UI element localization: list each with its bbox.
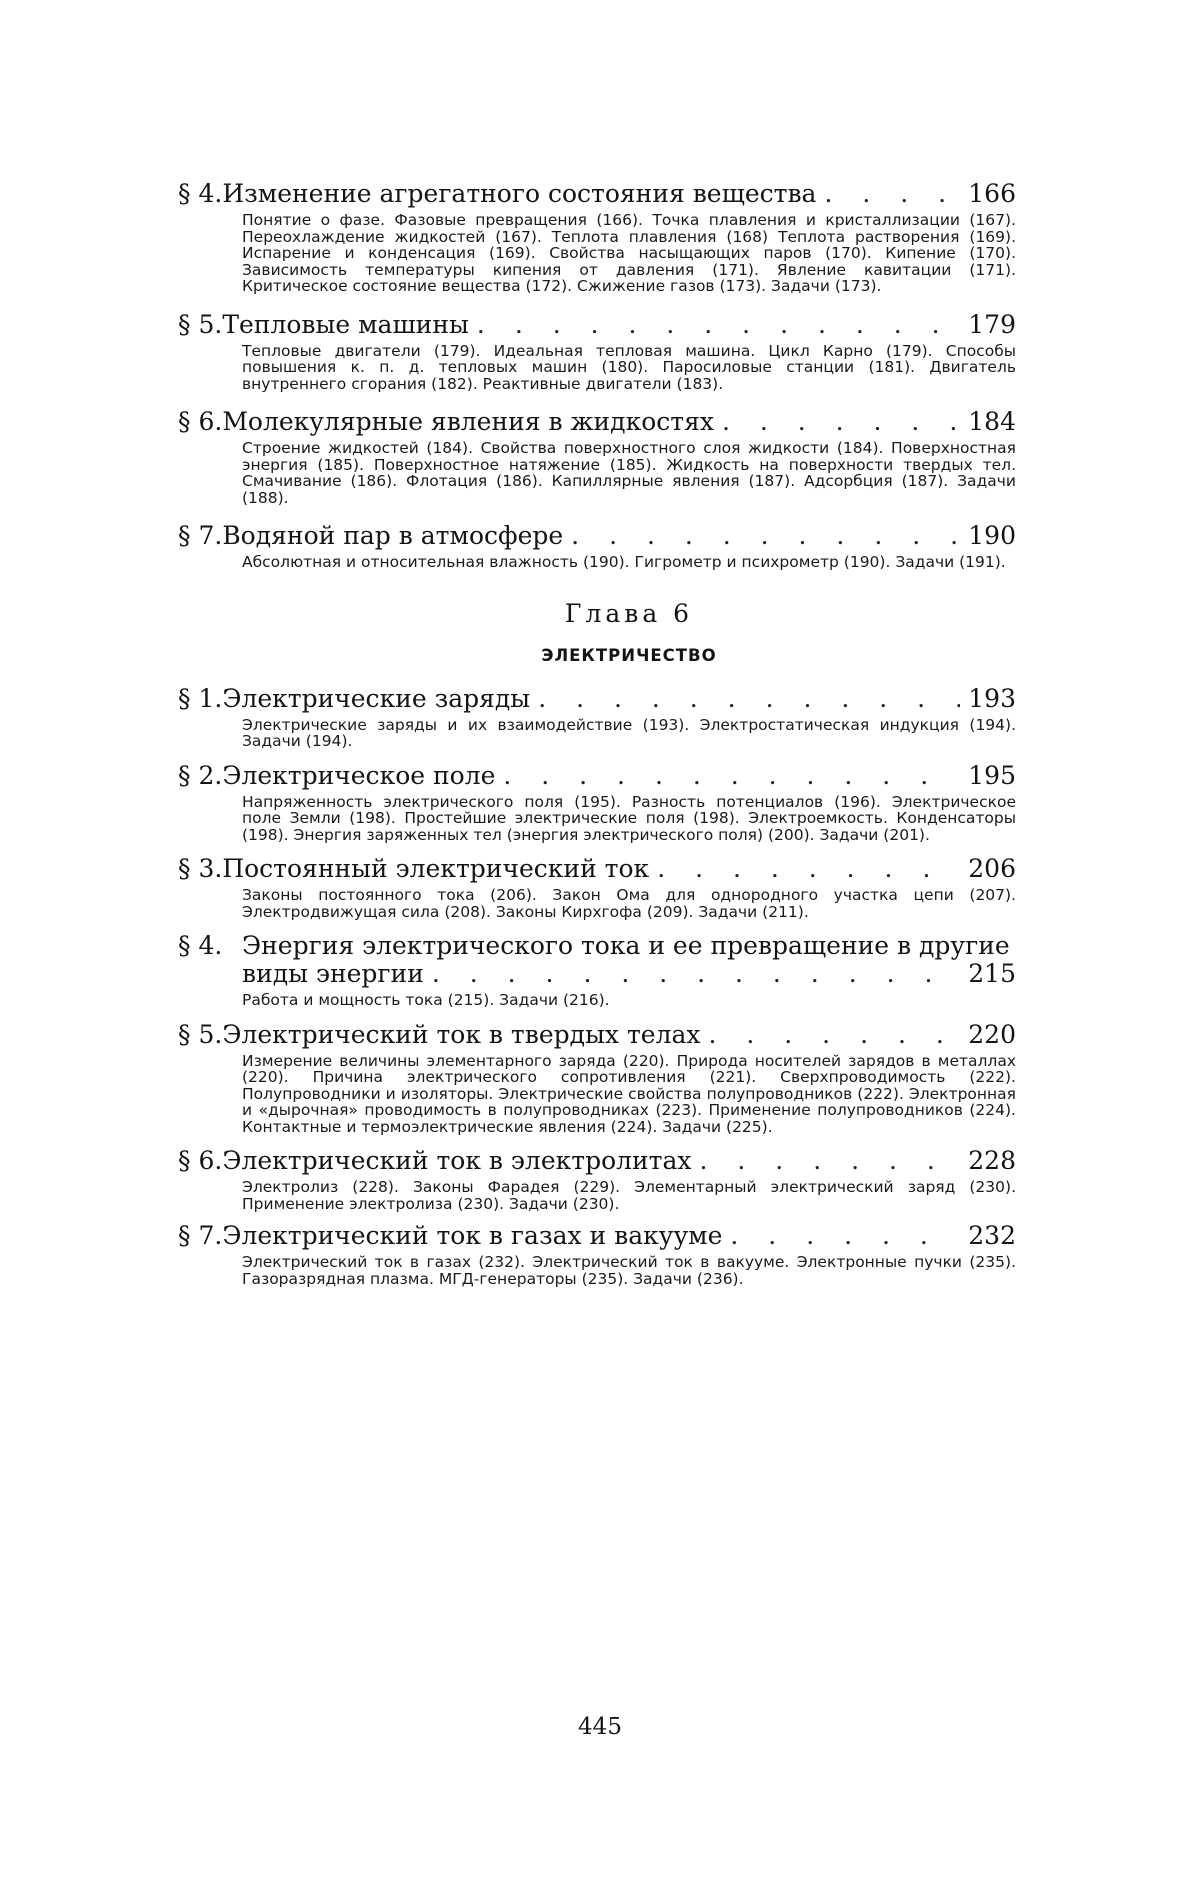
- section-heading: [178, 408, 1016, 436]
- section-title: Электрические заряды: [222, 683, 531, 713]
- section-number: § 3.: [178, 854, 223, 883]
- section-title: Энергия электрического тока и ее превращение в другие: [242, 931, 1010, 960]
- section-page: 232: [968, 1221, 1016, 1250]
- section-description: Электролиз (228). Законы Фарадея (229). Элементарный электрический заряд (230). Применение электролиза (230). Задачи (230).: [242, 1178, 1016, 1213]
- dot-leader: [477, 311, 960, 339]
- section-description: Строение жидкостей (184). Свойства поверхностного слоя жидкости (184). Поверхностная энергия (185). Поверхностное натяжение (185). Жидкость на поверхности твердых тел. Смачивание (186). Флотация (186). Капиллярные явления (187). Адсорбция (187). Задачи (188).: [242, 439, 1016, 507]
- toc-section: [178, 180, 1016, 295]
- section-page: 206: [968, 854, 1016, 883]
- section-title: Молекулярные явления в жидкостях: [222, 407, 714, 436]
- section-number: § 4.: [178, 179, 223, 208]
- page-number: 445: [578, 1714, 622, 1740]
- chapter-subtitle: ЭЛЕКТРИЧЕСТВО: [541, 645, 717, 665]
- dot-leader: [432, 960, 960, 988]
- section-description: Напряженность электрического поля (195). Разность потенциалов (196). Электрическое поле Земли (198). Простейшие электрические поля (198). Электроемкость. Конденсаторы (198). Энергия заряженных тел (энергия электрического поля) (200). Задачи (201).: [242, 792, 1016, 844]
- section-title: Электрический ток в электролитах: [222, 1146, 692, 1175]
- section-page: 193: [968, 683, 1016, 713]
- section-number: § 6.: [178, 1146, 223, 1175]
- section-heading: [178, 311, 1016, 339]
- section-heading: [178, 855, 1016, 883]
- dot-leader: [700, 1147, 961, 1175]
- section-number: § 5.: [178, 1019, 223, 1049]
- section-page: 179: [968, 309, 1016, 339]
- dot-leader: [722, 408, 960, 436]
- toc-section: [178, 685, 1016, 750]
- toc-section: [178, 1222, 1016, 1287]
- section-number: § 7.: [178, 1221, 223, 1250]
- section-page: 166: [968, 179, 1016, 208]
- section-description: Работа и мощность тока (215). Задачи (216).: [242, 991, 610, 1009]
- dot-leader: [503, 762, 960, 790]
- section-description: Электрические заряды и их взаимодействие (193). Электростатическая индукция (194). Задачи (194).: [242, 715, 1016, 750]
- section-description: Измерение величины элементарного заряда (220). Природа носителей зарядов в металлах (220). Причина электрического сопротивления (221). Сверхпроводимость (222). Полупроводники и изоляторы. Электрические свойства полупроводников (222). Электронная и «дырочная» проводимость в полупроводниках (223). Применение полупроводников (224). Контактные и термоэлектрические явления (224). Задачи (225).: [242, 1051, 1016, 1136]
- section-number: § 4.: [178, 931, 223, 960]
- table-of-contents: [178, 180, 1016, 1287]
- toc-section: [178, 762, 1016, 844]
- section-number: § 1.: [178, 683, 223, 713]
- section-heading: [178, 180, 1016, 208]
- toc-section: [178, 932, 1016, 1009]
- section-heading: [178, 522, 1016, 550]
- section-description: Тепловые двигатели (179). Идеальная тепловая машина. Цикл Карно (179). Способы повышения к. п. д. тепловых машин (180). Паросиловые станции (181). Двигатель внутреннего сгорания (182). Реактивные двигатели (183).: [242, 341, 1016, 393]
- section-title: Электрический ток в твердых телах: [222, 1019, 701, 1049]
- section-page: 228: [968, 1146, 1016, 1175]
- dot-leader: [571, 522, 960, 550]
- section-number: § 6.: [178, 407, 223, 436]
- section-description: Абсолютная и относительная влажность (190). Гигрометр и психрометр (190). Задачи (191).: [242, 553, 1006, 571]
- section-title: Электрический ток в газах и вакууме: [222, 1221, 723, 1250]
- section-number: § 7.: [178, 521, 223, 550]
- dot-leader: [538, 685, 960, 713]
- section-page: 220: [968, 1019, 1016, 1049]
- dot-leader: [824, 180, 960, 208]
- section-title: Тепловые машины: [222, 309, 469, 339]
- section-heading: [178, 1021, 1016, 1049]
- section-page: 184: [968, 407, 1016, 436]
- toc-section: [178, 522, 1016, 571]
- section-title: Изменение агрегатного состояния вещества: [222, 179, 817, 208]
- toc-section: [178, 408, 1016, 506]
- section-heading-continuation: [178, 960, 1016, 988]
- section-heading: [178, 1222, 1016, 1250]
- toc-section: [178, 855, 1016, 920]
- section-heading: [178, 1147, 1016, 1175]
- dot-leader: [709, 1021, 961, 1049]
- section-page: 195: [968, 760, 1016, 790]
- dot-leader: [730, 1222, 960, 1250]
- section-title-continuation: виды энергии: [242, 959, 424, 988]
- toc-section: [178, 1147, 1016, 1212]
- section-title: Водяной пар в атмосфере: [222, 521, 564, 550]
- section-description: Законы постоянного тока (206). Закон Ома для однородного участка цепи (207). Электродвижущая сила (208). Законы Кирхгофа (209). Задачи (211).: [242, 886, 1016, 921]
- section-page: 190: [968, 521, 1016, 550]
- toc-section: [178, 1021, 1016, 1136]
- toc-section: [178, 311, 1016, 393]
- section-heading: [178, 685, 1016, 713]
- section-page: 215: [968, 959, 1016, 988]
- section-heading: [178, 762, 1016, 790]
- section-number: § 5.: [178, 309, 223, 339]
- dot-leader: [657, 855, 960, 883]
- section-description: Электрический ток в газах (232). Электрический ток в вакууме. Электронные пучки (235). Газоразрядная плазма. МГД-генераторы (235). Задачи (236).: [242, 1253, 1016, 1288]
- chapter-title: Глава 6: [564, 598, 694, 628]
- section-heading: [178, 932, 1016, 960]
- section-number: § 2.: [178, 760, 223, 790]
- section-title: Постоянный электрический ток: [222, 854, 650, 883]
- section-title: Электрическое поле: [222, 760, 496, 790]
- section-description: Понятие о фазе. Фазовые превращения (166). Точка плавления и кристаллизации (167). Переохлаждение жидкостей (167). Теплота плавления (168) Теплота растворения (169). Испарение и конденсация (169). Свойства насыщающих паров (170). Кипение (170). Зависимость температуры кипения от давления (171). Явление кавитации (171). Критическое состояние вещества (172). Сжижение газов (173). Задачи (173).: [242, 211, 1016, 295]
